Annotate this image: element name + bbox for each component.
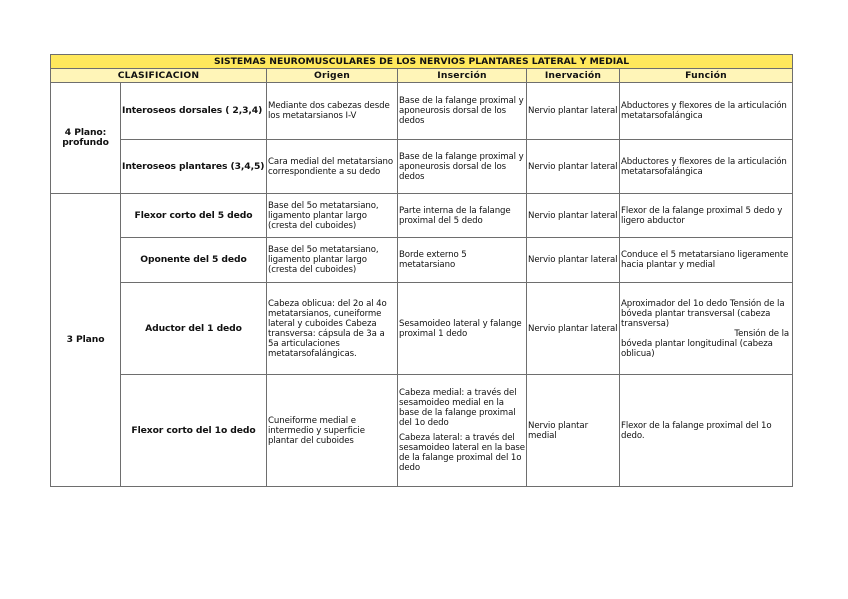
table-row bbox=[51, 83, 793, 140]
funcion-cell: Abductores y flexores de la articulación metatarsofalángica bbox=[620, 83, 793, 140]
origen-cell: Cabeza oblicua: del 2o al 4o metatarsianos, cuneiforme lateral y cuboides Cabeza transversa: cápsula de 3a a 5a articulaciones metatarsofalángicas. bbox=[267, 283, 398, 375]
plano-cell: 4 Plano: profundo bbox=[51, 83, 121, 194]
funcion-part: Tensión de la bbox=[734, 328, 790, 339]
muscle-name: Interoseos dorsales ( 2,3,4) bbox=[121, 83, 267, 140]
funcion-cell: Abductores y flexores de la articulación metatarsofalángica bbox=[620, 140, 793, 194]
table-row bbox=[51, 283, 793, 375]
inervacion-cell: Nervio plantar lateral bbox=[527, 140, 620, 194]
muscle-name: Flexor corto del 1o dedo bbox=[121, 375, 267, 487]
muscle-name: Interoseos plantares (3,4,5) bbox=[121, 140, 267, 194]
inervacion-cell: Nervio plantar lateral bbox=[527, 83, 620, 140]
muscle-systems-table bbox=[50, 54, 793, 487]
table-row bbox=[51, 194, 793, 238]
muscle-name: Aductor del 1 dedo bbox=[121, 283, 267, 375]
insercion-cell bbox=[398, 375, 527, 487]
header-funcion: Función bbox=[620, 69, 793, 83]
inervacion-cell: Nervio plantar medial bbox=[527, 375, 620, 487]
insercion-cell: Sesamoideo lateral y falange proximal 1 dedo bbox=[398, 283, 527, 375]
muscle-name: Oponente del 5 dedo bbox=[121, 238, 267, 283]
origen-cell: Base del 5o metatarsiano, ligamento plantar largo (cresta del cuboides) bbox=[267, 194, 398, 238]
header-clasificacion: CLASIFICACION bbox=[51, 69, 267, 83]
header-row bbox=[51, 69, 793, 83]
insercion-cell: Base de la falange proximal y aponeurosis dorsal de los dedos bbox=[398, 83, 527, 140]
title-row bbox=[51, 55, 793, 69]
insercion-cell: Parte interna de la falange proximal del 5 dedo bbox=[398, 194, 527, 238]
table-title: SISTEMAS NEUROMUSCULARES DE LOS NERVIOS PLANTARES LATERAL Y MEDIAL bbox=[51, 55, 793, 69]
insercion-cell: Base de la falange proximal y aponeurosis dorsal de los dedos bbox=[398, 140, 527, 194]
funcion-cell: Flexor de la falange proximal del 1o dedo. bbox=[620, 375, 793, 487]
table-row bbox=[51, 375, 793, 487]
table-row bbox=[51, 140, 793, 194]
insercion-part: Cabeza lateral: a través del sesamoideo lateral en la base de la falange proximal del 1o dedo bbox=[399, 433, 525, 473]
insercion-cell: Borde externo 5 metatarsiano bbox=[398, 238, 527, 283]
plano-cell: 3 Plano bbox=[51, 194, 121, 487]
funcion-cell bbox=[620, 283, 793, 375]
origen-cell: Cara medial del metatarsiano correspondiente a su dedo bbox=[267, 140, 398, 194]
header-insercion: Inserción bbox=[398, 69, 527, 83]
table-row bbox=[51, 238, 793, 283]
funcion-cell: Conduce el 5 metatarsiano ligeramente hacia plantar y medial bbox=[620, 238, 793, 283]
funcion-part: Aproximador del 1o dedo Tensión de la bóveda plantar transversal (cabeza transversa) bbox=[621, 298, 785, 329]
funcion-part: bóveda plantar longitudinal (cabeza oblicua) bbox=[621, 338, 773, 359]
header-inervacion: Inervación bbox=[527, 69, 620, 83]
inervacion-cell: Nervio plantar lateral bbox=[527, 238, 620, 283]
header-origen: Origen bbox=[267, 69, 398, 83]
insercion-part: Cabeza medial: a través del sesamoideo medial en la base de la falange proximal del 1o dedo bbox=[399, 388, 517, 428]
muscle-name: Flexor corto del 5 dedo bbox=[121, 194, 267, 238]
funcion-cell: Flexor de la falange proximal 5 dedo y ligero abductor bbox=[620, 194, 793, 238]
origen-cell: Cuneiforme medial e intermedio y superficie plantar del cuboides bbox=[267, 375, 398, 487]
inervacion-cell: Nervio plantar lateral bbox=[527, 194, 620, 238]
origen-cell: Mediante dos cabezas desde los metatarsianos I-V bbox=[267, 83, 398, 140]
inervacion-cell: Nervio plantar lateral bbox=[527, 283, 620, 375]
origen-cell: Base del 5o metatarsiano, ligamento plantar largo (cresta del cuboides) bbox=[267, 238, 398, 283]
